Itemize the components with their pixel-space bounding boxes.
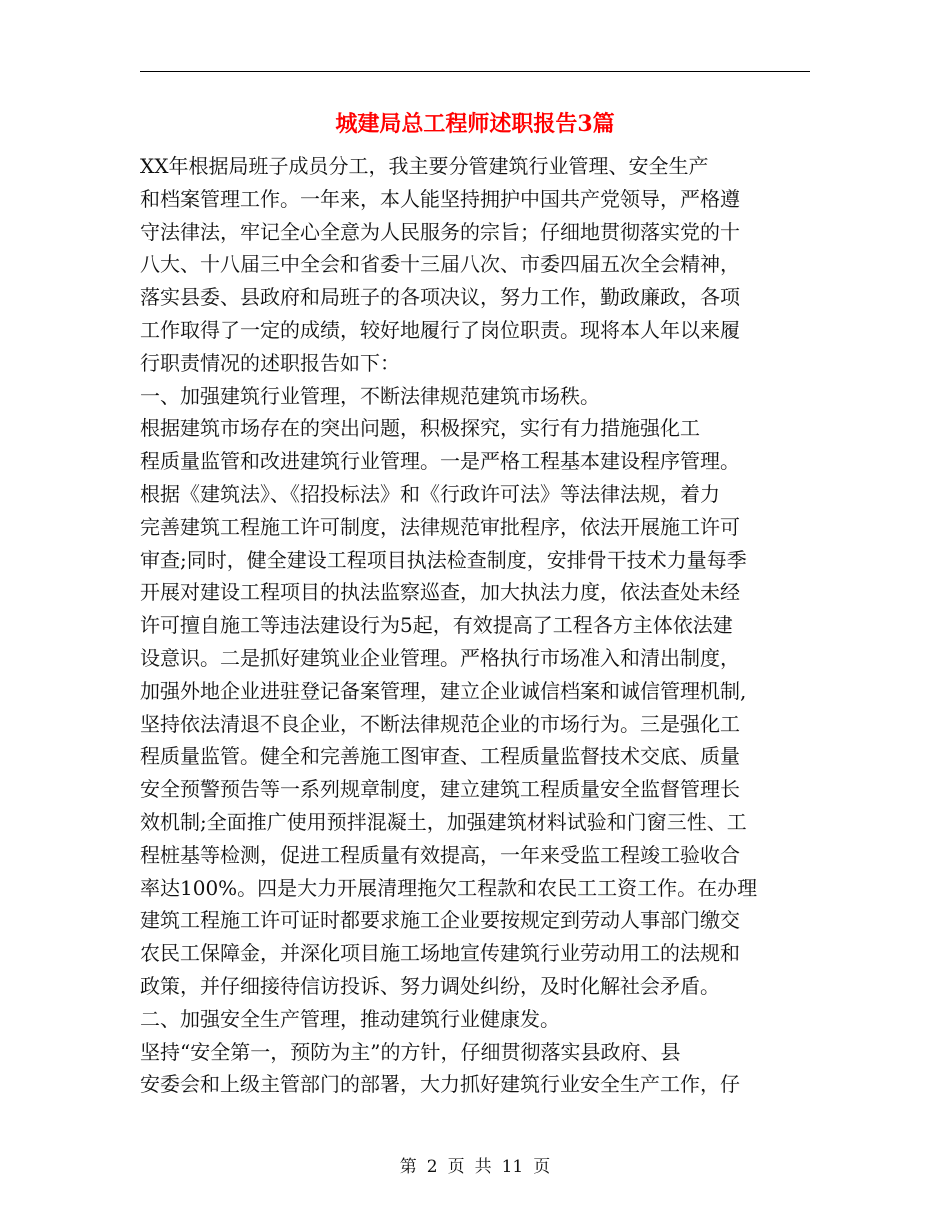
text-line: 工作取得了一定的成绩，较好地履行了岗位职责。现将本人年以来履 (140, 317, 740, 342)
text-line: 和档案管理工作。一年来，本人能坚持拥护中国共产党领导，严格遵 (140, 186, 740, 211)
text-line: 程质量监管和改进建筑行业管理。一是严格工程基本建设程序管理。 (140, 449, 740, 474)
footer-total-label: 共 (474, 1157, 492, 1177)
text-line: 八大、十八届三中全会和省委十三届八次、市委四届五次全会精神， (140, 252, 740, 277)
text-line: 程桩基等检测，促进工程质量有效提高，一年来受监工程竣工验收合 (140, 842, 740, 867)
text-line: 率达100%。四是大力开展清理拖欠工程款和农民工工资工作。在办理 (140, 875, 758, 900)
document-title: 城建局总工程师述职报告3篇 (335, 111, 615, 137)
footer-prefix: 第 (399, 1157, 417, 1177)
text-line: 农民工保障金，并深化项目施工场地宣传建筑行业劳动用工的法规和 (140, 941, 740, 966)
document-body (140, 150, 812, 1101)
text-line: 行职责情况的述职报告如下： (140, 350, 400, 375)
text-line: 许可擅自施工等违法建设行为5起，有效提高了工程各方主体依法建 (140, 613, 733, 638)
footer-page-current: 2 (426, 1157, 438, 1177)
text-line: 完善建筑工程施工许可制度，法律规范审批程序，依法开展施工许可 (140, 514, 740, 539)
text-line: 安全预警预告等一系列规章制度，建立建筑工程质量安全监督管理长 (140, 777, 740, 802)
text-line: 根据《建筑法》、《招投标法》和《行政许可法》等法律法规，着力 (140, 481, 720, 506)
text-line: 坚持“安全第一，预防为主”的方针，仔细贯彻落实县政府、县 (140, 1039, 681, 1064)
text-line: 建筑工程施工许可证时都要求施工企业要按规定到劳动人事部门缴交 (140, 908, 740, 933)
text-line: 安委会和上级主管部门的部署，大力抓好建筑行业安全生产工作，仔 (140, 1072, 740, 1097)
footer-page-label: 页 (447, 1157, 465, 1177)
text-line: 二、加强安全生产管理，推动建筑行业健康发。 (140, 1006, 560, 1031)
text-line: 开展对建设工程项目的执法监察巡查，加大执法力度，依法查处未经 (140, 580, 740, 605)
text-line: 落实县委、县政府和局班子的各项决议，努力工作，勤政廉政，各项 (140, 285, 740, 310)
header-rule (140, 71, 810, 72)
text-line: XX年根据局班子成员分工，我主要分管建筑行业管理、安全生产 (140, 154, 709, 178)
text-line: 加强外地企业进驻登记备案管理，建立企业诚信档案和诚信管理机制, (140, 678, 747, 703)
text-line: 审查;同时，健全建设工程项目执法检查制度，安排骨干技术力量每季 (140, 547, 747, 572)
text-line: 根据建筑市场存在的突出问题，积极探究，实行有力措施强化工 (140, 416, 700, 441)
page-footer (0, 1152, 950, 1177)
text-line: 设意识。二是抓好建筑业企业管理。严格执行市场准入和清出制度， (140, 645, 740, 670)
text-line: 政策，并仔细接待信访投诉、努力调处纠纷，及时化解社会矛盾。 (140, 973, 720, 998)
text-line: 一、加强建筑行业管理，不断法律规范建筑市场秩。 (140, 383, 600, 408)
text-line: 效机制;全面推广使用预拌混凝土，加强建筑材料试验和门窗三性、工 (140, 809, 747, 834)
text-line: 坚持依法清退不良企业，不断法律规范企业的市场行为。三是强化工 (140, 711, 740, 736)
footer-page-total: 11 (501, 1157, 524, 1177)
footer-suffix: 页 (533, 1157, 551, 1177)
text-line: 守法律法，牢记全心全意为人民服务的宗旨；仔细地贯彻落实党的十 (140, 219, 740, 244)
text-line: 程质量监管。健全和完善施工图审查、工程质量监督技术交底、质量 (140, 744, 740, 769)
